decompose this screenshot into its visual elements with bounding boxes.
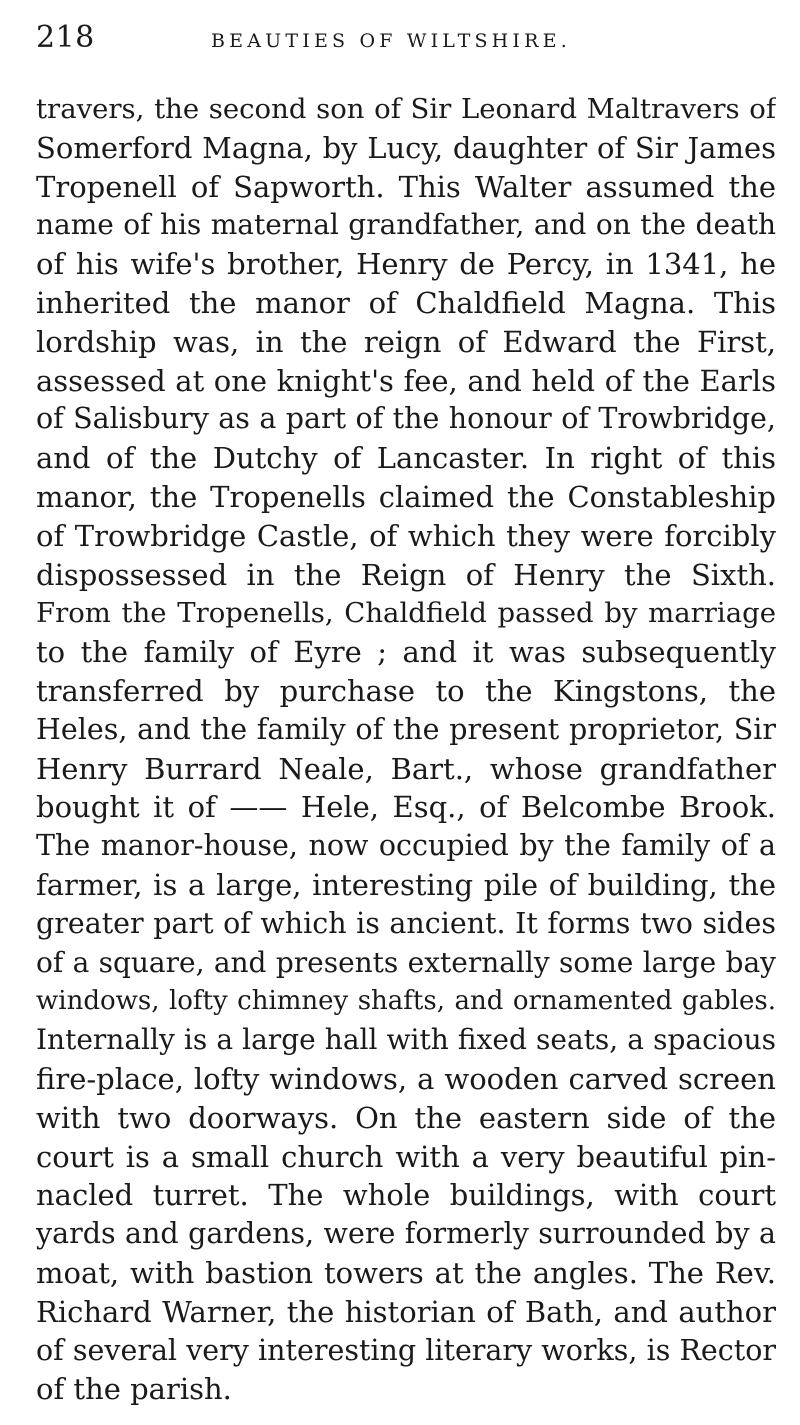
text-line: lordship was, in the reign of Edward the First, <box>36 324 776 359</box>
page-number: 218 <box>36 20 95 55</box>
body-text <box>36 90 776 1409</box>
text-line: manor, the Tropenells claimed the Constableship <box>36 479 776 514</box>
text-line: and of the Dutchy of Lancaster. In right of this <box>36 441 776 476</box>
text-line: Tropenell of Sapworth. This Walter assumed the <box>36 169 776 204</box>
text-line: name of his maternal grandfather, and on the death <box>36 208 776 242</box>
text-line: court is a small church with a very beautiful pin- <box>36 1139 776 1174</box>
text-line: windows, lofty chimney shafts, and ornamented gables. <box>36 986 776 1017</box>
text-line: bought it of —— Hele, Esq., of Belcombe Brook. <box>36 790 776 825</box>
text-line: of Trowbridge Castle, of which they were forcibly <box>36 518 776 553</box>
text-line: inherited the manor of Chaldfield Magna. This <box>36 285 776 320</box>
text-line: Henry Burrard Neale, Bart., whose grandfather <box>36 751 776 786</box>
text-line: assessed at one knight's fee, and held of the Earls <box>36 363 776 398</box>
text-line: of his wife's brother, Henry de Percy, in 1341, he <box>36 247 776 282</box>
text-line: Richard Warner, the historian of Bath, and author <box>36 1294 776 1329</box>
page-header <box>36 20 764 60</box>
text-line: of a square, and presents externally some large bay <box>36 945 776 979</box>
text-line: yards and gardens, were formerly surrounded by a <box>36 1217 776 1251</box>
text-line: travers, the second son of Sir Leonard Maltravers of <box>36 93 776 125</box>
text-line: Internally is a large hall with fixed seats, a spacious <box>36 1023 776 1057</box>
text-line: moat, with bastion towers at the angles. The Rev. <box>36 1255 776 1290</box>
text-line: of several very interesting literary works, is Rector <box>36 1333 776 1367</box>
text-line: greater part of which is ancient. It forms two sides <box>36 906 776 940</box>
text-line: of Salisbury as a part of the honour of Trowbridge, <box>36 402 776 436</box>
text-line: of the parish. <box>36 1372 232 1407</box>
running-head: BEAUTIES OF WILTSHIRE. <box>211 30 571 52</box>
text-line: From the Tropenells, Chaldfield passed by marriage <box>36 597 776 630</box>
text-line: nacled turret. The whole buildings, with court <box>36 1178 776 1213</box>
text-line: Heles, and the family of the present proprietor, Sir <box>36 712 776 746</box>
text-line: fire-place, lofty windows, a wooden carved screen <box>36 1061 776 1096</box>
text-line: The manor-house, now occupied by the family of a <box>36 829 776 863</box>
text-line: farmer, is a large, interesting pile of building, the <box>36 867 776 902</box>
text-line: dispossessed in the Reign of Henry the Sixth. <box>36 557 776 592</box>
text-line: transferred by purchase to the Kingstons, the <box>36 673 776 708</box>
text-line: with two doorways. On the eastern side of the <box>36 1100 776 1135</box>
text-line: Somerford Magna, by Lucy, daughter of Sir James <box>36 130 776 165</box>
text-line: to the family of Eyre ; and it was subsequently <box>36 635 776 670</box>
